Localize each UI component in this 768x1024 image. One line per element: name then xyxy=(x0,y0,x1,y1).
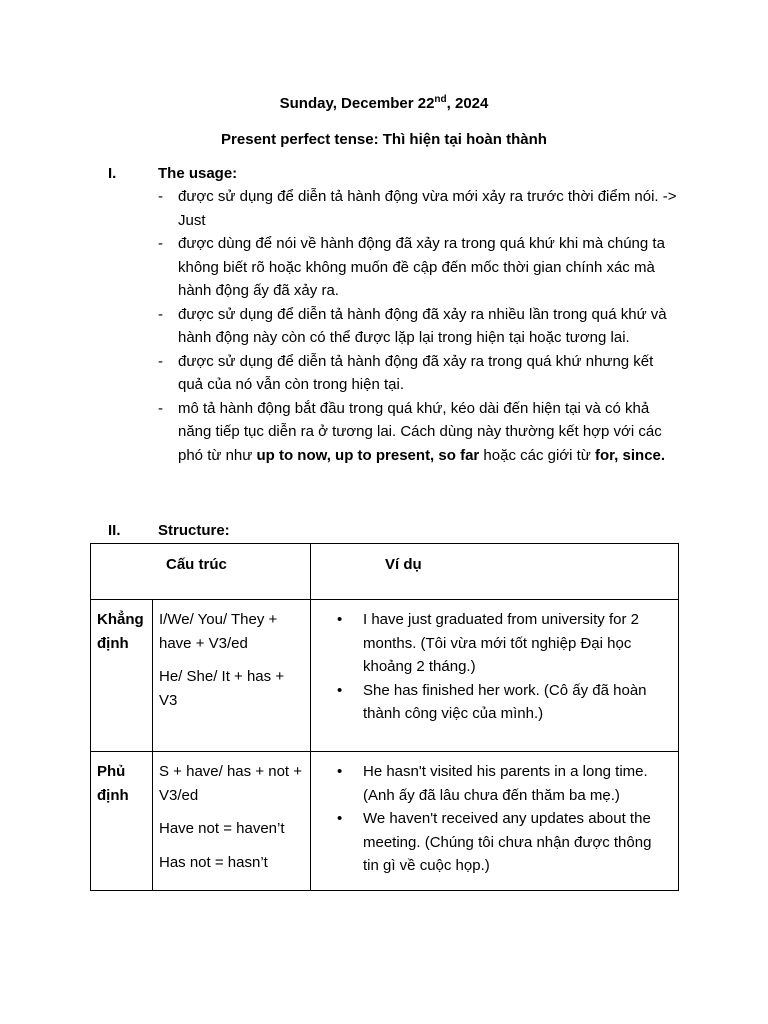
example-cell-negative xyxy=(311,752,679,891)
column-header-structure: Cấu trúc xyxy=(91,544,311,600)
dash-bullet-icon: - xyxy=(158,188,163,205)
section-number: II. xyxy=(108,522,121,539)
section-usage-heading xyxy=(108,162,237,186)
example-text: She has finished her work. (Cô ấy đã hoàn thành công việc của mình.) xyxy=(363,681,647,722)
example-cell-affirmative xyxy=(311,600,679,752)
usage-list xyxy=(158,185,678,467)
section-title: The usage: xyxy=(158,165,238,182)
usage-text: được sử dụng để diễn tả hành động đã xảy ra trong quá khứ nhưng kết quả của nó vẫn còn trong hiện tại. xyxy=(178,352,654,393)
example-text: We haven't received any updates about the meeting. (Chúng tôi chưa nhận được thông tin gì về cuộc họp.) xyxy=(363,810,652,874)
usage-text: mô tả hành động bắt đầu trong quá khứ, kéo dài đến hiện tại và có khả năng tiếp tục diễn ra ở tương lai. Cách dùng này thường kết hợp với các phó từ như xyxy=(178,399,662,464)
structure-formula: Has not = hasn’t xyxy=(159,853,268,871)
example-text: He hasn't visited his parents in a long time. (Anh ấy đã lâu chưa đến thăm ba mẹ.) xyxy=(363,763,648,804)
table-row-affirmative xyxy=(91,600,679,752)
row-label-negative: Phủ định xyxy=(91,752,153,891)
example-item xyxy=(337,679,670,726)
structure-formula: S + have/ has + not + V3/ed xyxy=(159,763,303,804)
bullet-icon: • xyxy=(337,763,343,780)
usage-text: được sử dụng để diễn tả hành động vừa mới xảy ra trước thời điểm nói. -> Just xyxy=(178,188,677,229)
row-label-affirmative: Khẳng định xyxy=(91,600,153,752)
usage-item xyxy=(158,185,678,232)
usage-text: được dùng để nói về hành động đã xảy ra trong quá khứ khi mà chúng ta không biết rõ hoặc không muốn đề cập đến mốc thời gian chính xác mà hành động ấy đã xảy ra. xyxy=(178,235,665,299)
date-ordinal-suffix: nd xyxy=(434,94,447,105)
table-header-row xyxy=(91,544,679,600)
structure-cell-affirmative xyxy=(153,600,311,752)
document-title: Present perfect tense: Thì hiện tại hoàn thành xyxy=(221,131,547,148)
structure-formula: I/We/ You/ They + have + V3/ed xyxy=(159,611,278,652)
bullet-icon: • xyxy=(337,611,343,628)
usage-keyword: up to now, up to present, so far xyxy=(256,446,480,464)
section-title: Structure: xyxy=(158,522,230,539)
dash-bullet-icon: - xyxy=(158,399,163,417)
column-header-example: Ví dụ xyxy=(311,544,679,600)
section-structure-heading xyxy=(108,519,230,543)
dash-bullet-icon: - xyxy=(158,305,163,323)
usage-item xyxy=(158,397,678,468)
structure-formula: Have not = haven’t xyxy=(159,820,285,837)
example-item xyxy=(337,608,670,679)
bullet-icon: • xyxy=(337,810,343,827)
structure-formula: He/ She/ It + has + V3 xyxy=(159,668,285,709)
date-year: , 2024 xyxy=(446,95,489,112)
usage-keyword: for, since. xyxy=(595,446,666,464)
example-item xyxy=(337,760,670,807)
bullet-icon: • xyxy=(337,681,343,699)
example-text: I have just graduated from university for 2 months. (Tôi vừa mới tốt nghiệp Đại học khoảng 2 tháng.) xyxy=(363,611,639,675)
date-text: Sunday, December 22 xyxy=(279,95,435,112)
usage-item xyxy=(158,232,678,303)
table-row-negative xyxy=(91,752,679,891)
usage-text: được sử dụng để diễn tả hành động đã xảy ra nhiều lần trong quá khứ và hành động này còn có thể được lặp lại trong hiện tại hoặc tương lai. xyxy=(178,305,667,346)
dash-bullet-icon: - xyxy=(158,352,163,370)
dash-bullet-icon: - xyxy=(158,235,163,252)
section-number: I. xyxy=(108,165,117,182)
structure-table xyxy=(90,543,679,891)
structure-cell-negative xyxy=(153,752,311,891)
usage-item xyxy=(158,303,678,350)
example-item xyxy=(337,807,670,878)
usage-text: hoặc các giới từ xyxy=(479,446,596,464)
document-date xyxy=(0,92,768,116)
usage-item xyxy=(158,350,678,397)
